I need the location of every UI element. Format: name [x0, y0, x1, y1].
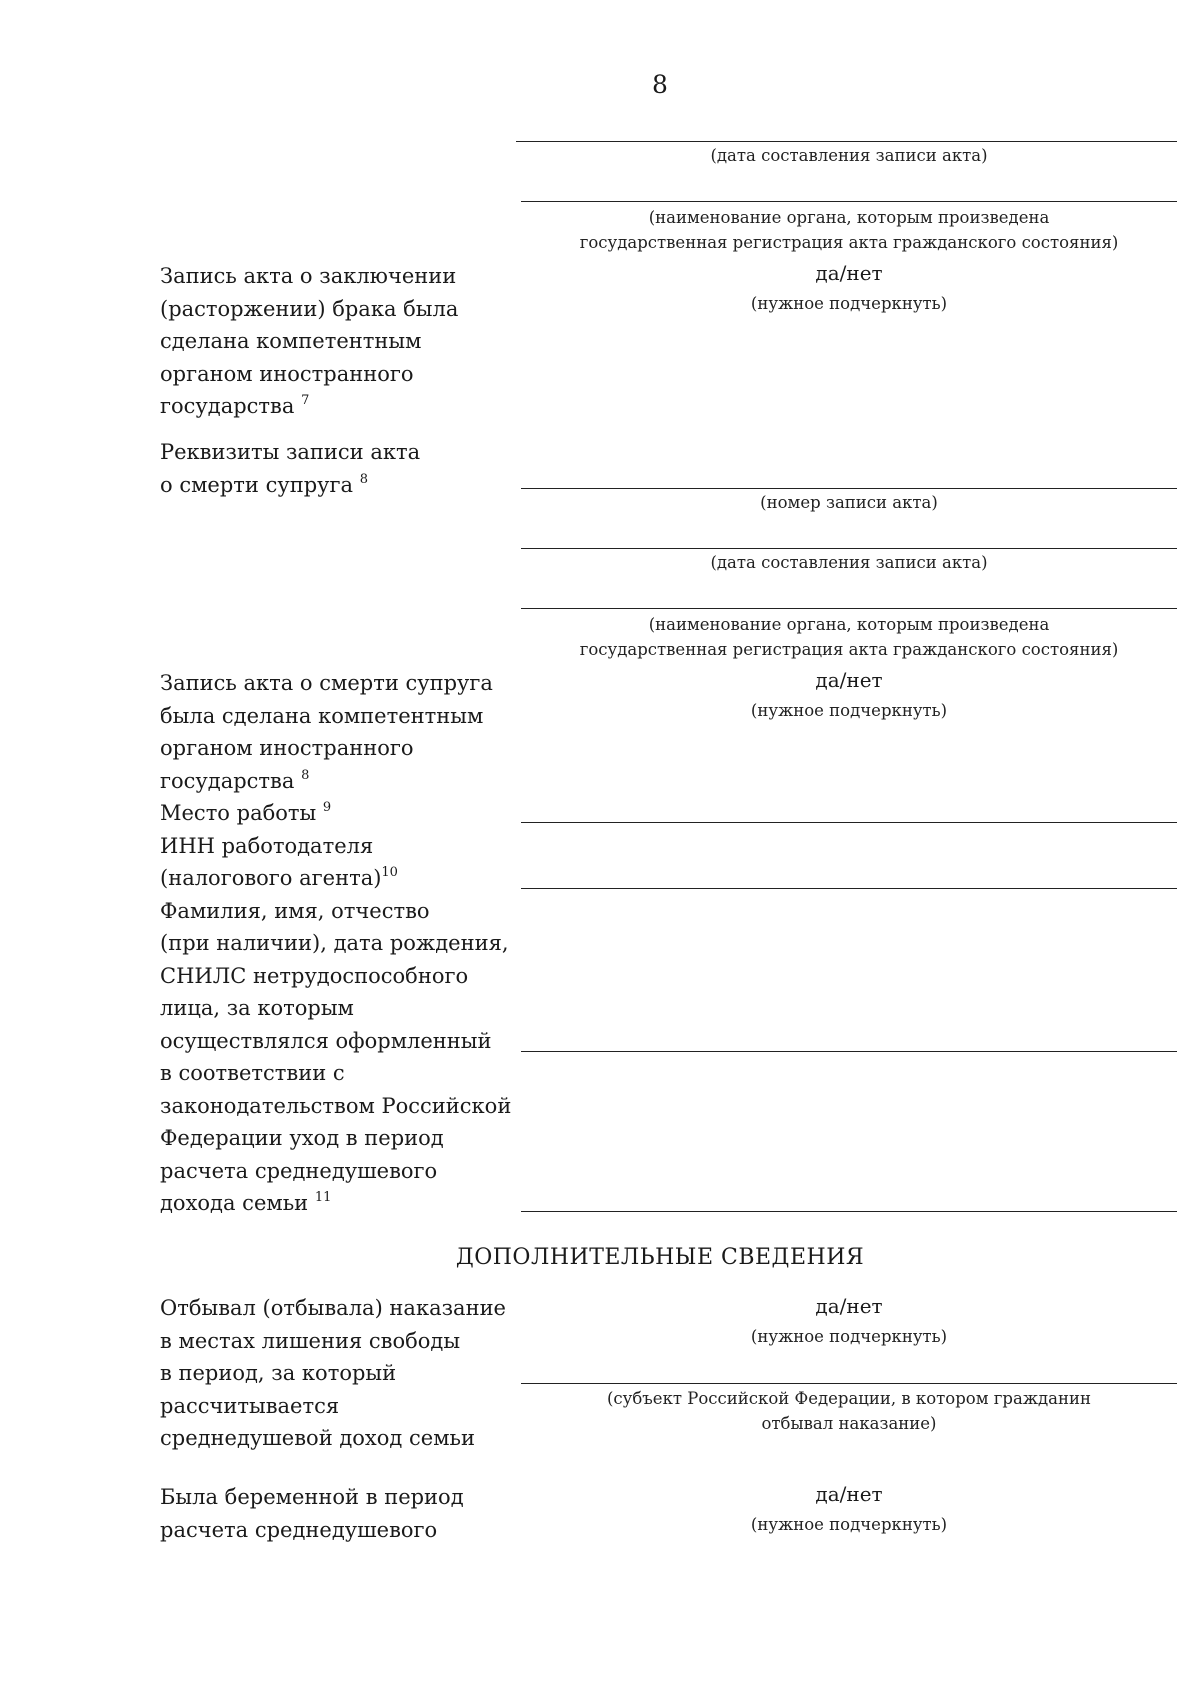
question-line: среднедушевой доход семьи	[160, 1426, 475, 1450]
question-line: государства	[160, 394, 295, 418]
question-line: в местах лишения свободы	[160, 1328, 461, 1353]
answer-hint: (нужное подчеркнуть)	[750, 1515, 948, 1534]
title-line: Реквизиты записи акта	[160, 440, 421, 464]
field-line-employer-inn	[521, 888, 1177, 889]
footnote-ref: 10	[381, 865, 398, 880]
care-line: Фамилия, имя, отчество	[160, 898, 430, 923]
question-prison	[160, 1292, 506, 1455]
answer-hint: (нужное подчеркнуть)	[750, 1327, 948, 1346]
employer-inn-line: ИНН работодателя	[160, 833, 374, 858]
care-line: дохода семьи	[160, 1191, 309, 1215]
question-pregnant	[160, 1481, 464, 1546]
question-line: была сделана компетентным	[160, 703, 484, 728]
employer-inn-line: (налогового агента)	[160, 866, 382, 890]
page-number: 8	[652, 70, 668, 99]
question-death-foreign	[160, 667, 511, 1220]
care-line: СНИЛС нетрудоспособного	[160, 963, 469, 988]
question-line: Запись акта о заключении	[160, 264, 457, 288]
field-line-date	[516, 141, 1177, 142]
care-line: расчета среднедушевого	[160, 1158, 438, 1183]
section-title: ДОПОЛНИТЕЛЬНЫЕ СВЕДЕНИЯ	[455, 1245, 865, 1270]
care-line: в соответствии с	[160, 1061, 345, 1085]
answer-yes-no: да/нет	[815, 1482, 883, 1506]
field-line-subject	[521, 1383, 1177, 1384]
answer-yes-no: да/нет	[815, 1294, 883, 1318]
field-line-care-person-2	[521, 1211, 1177, 1212]
answer-hint: (нужное подчеркнуть)	[750, 701, 948, 720]
question-marriage-foreign	[160, 260, 458, 423]
question-line: Была беременной в период	[160, 1485, 464, 1509]
field-line-number	[521, 488, 1177, 489]
care-line: осуществлялся оформленный	[160, 1028, 492, 1053]
question-line: государства	[160, 768, 295, 793]
care-line: лица, за которым	[160, 996, 354, 1020]
caption-organ: (наименование органа, которым произведена государственная регистрация акта гражданского состояния)	[579, 208, 1119, 252]
question-line: органом иностранного	[160, 361, 414, 386]
footnote-ref: 11	[314, 1190, 332, 1205]
caption-date: (дата составления записи акта)	[710, 553, 988, 572]
question-line: Отбывал (отбывала) наказание	[160, 1296, 506, 1320]
caption-organ: (наименование органа, которым произведена государственная регистрация акта гражданского состояния)	[579, 615, 1119, 659]
caption-date: (дата составления записи акта)	[710, 146, 988, 165]
field-line-organ	[521, 608, 1177, 609]
question-line: (расторжении) брака была	[160, 296, 459, 321]
answer-yes-no: да/нет	[815, 668, 883, 692]
field-line-date	[521, 548, 1177, 549]
care-line: (при наличии), дата рождения,	[160, 931, 509, 955]
question-line: в период, за который	[160, 1361, 397, 1385]
footnote-ref: 8	[359, 471, 368, 487]
caption-number: (номер записи акта)	[760, 493, 938, 512]
question-line: сделана компетентным	[160, 329, 422, 353]
footnote-ref: 7	[301, 393, 310, 408]
title-line: о смерти супруга	[160, 472, 354, 497]
caption-subject: (субъект Российской Федерации, в котором гражданин отбывал наказание)	[606, 1389, 1092, 1433]
footnote-ref: 8	[301, 767, 310, 783]
question-line: органом иностранного	[160, 736, 414, 760]
question-line: рассчитывается	[160, 1393, 340, 1418]
field-line-care-person	[521, 1051, 1177, 1052]
answer-hint: (нужное подчеркнуть)	[750, 294, 948, 313]
question-line: Запись акта о смерти супруга	[160, 671, 493, 695]
workplace-label: Место работы	[160, 801, 317, 825]
field-line-organ	[521, 201, 1177, 202]
death-record-title	[160, 436, 420, 501]
care-line: законодательством Российской	[160, 1093, 512, 1118]
field-line-workplace	[521, 822, 1177, 823]
question-line: расчета среднедушевого	[160, 1517, 438, 1542]
care-line: Федерации уход в период	[160, 1126, 444, 1150]
answer-yes-no: да/нет	[815, 261, 883, 285]
footnote-ref: 9	[322, 800, 332, 815]
